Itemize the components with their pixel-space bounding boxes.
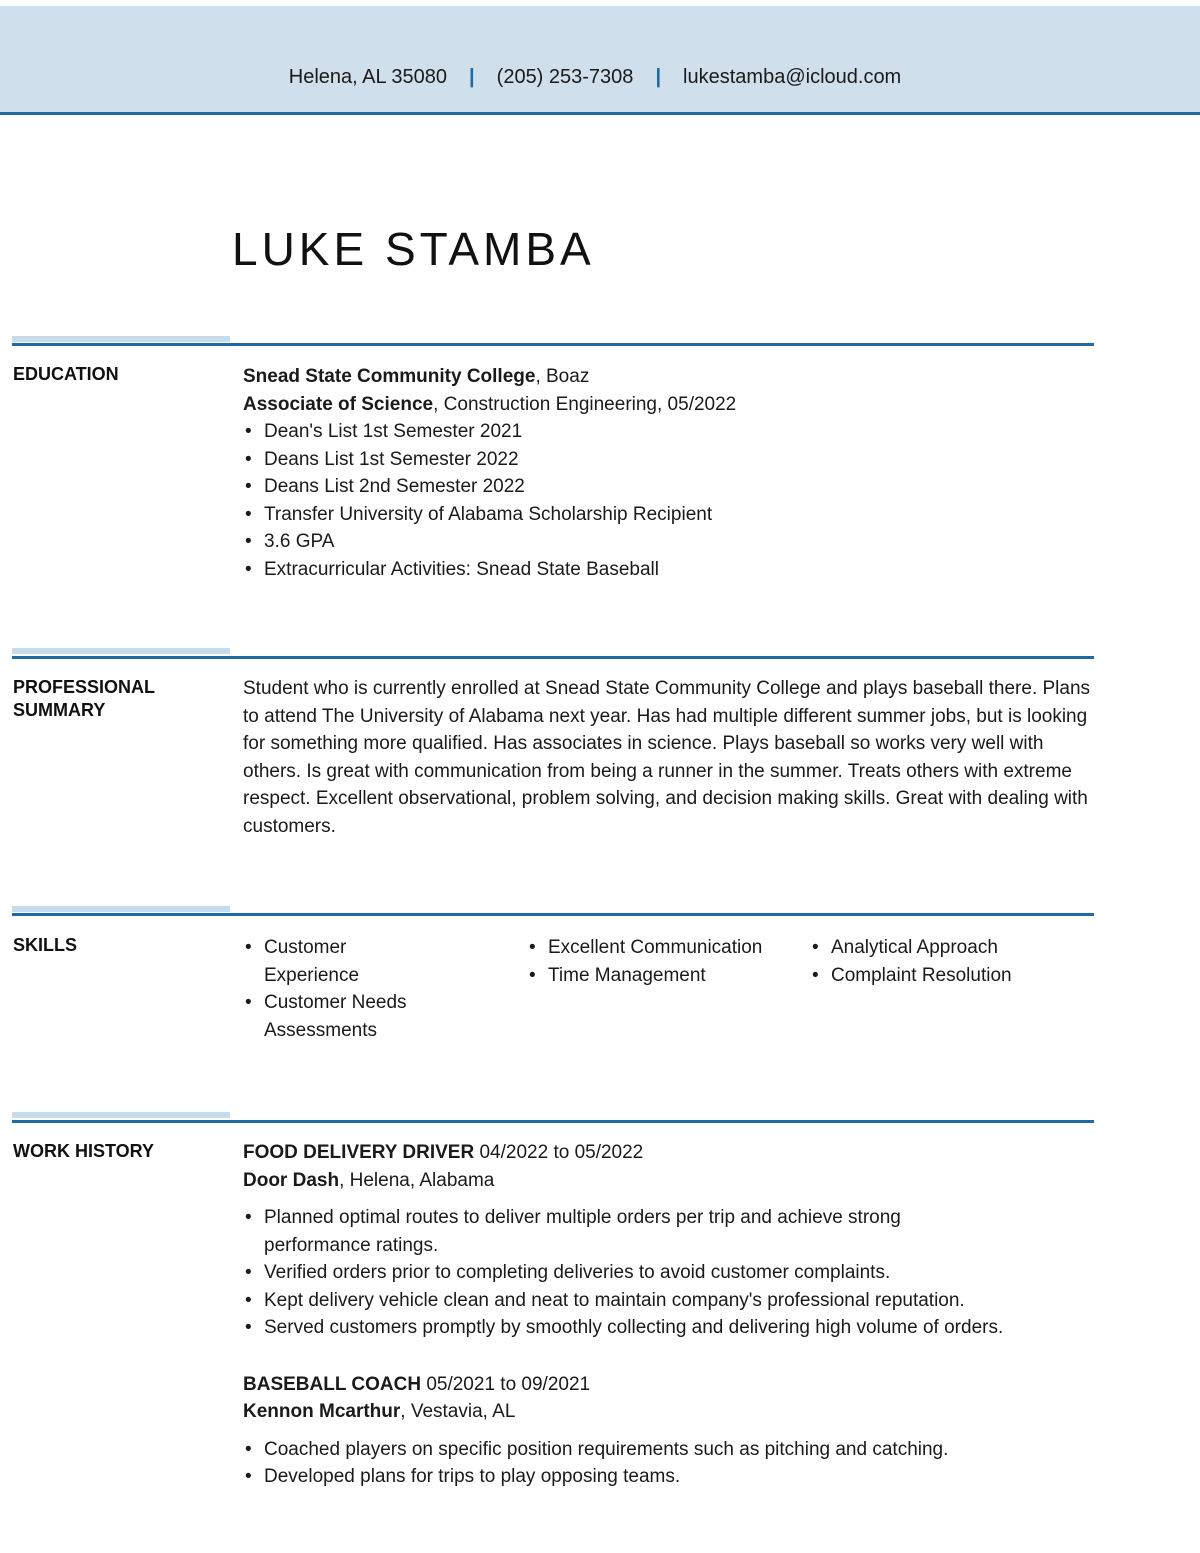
job-company: Kennon Mcarthur: [243, 1401, 401, 1422]
section-divider: [12, 913, 1094, 916]
skill-item: • Customer Experience: [243, 934, 443, 989]
section-divider: [12, 1120, 1094, 1123]
section-title: SKILLS: [13, 935, 78, 955]
skills-column: [243, 934, 443, 1044]
summary-text: Student who is currently enrolled at Snead State Community College and plays baseball there. Plans to attend The University of Alabama next year. Has had multiple different summer jobs, but is looking for something more qualified. Has associates in science. Plays baseball so works very well with others. Is great with communication from being a runner in the summer. Treats others with extreme respect. Excellent observational, problem solving, and decision making skills. Great with dealing with customers.: [243, 678, 1091, 837]
list-item: • Planned optimal routes to deliver multiple orders per trip and achieve strong performance ratings.: [243, 1204, 1004, 1259]
job-location: , Vestavia, AL: [400, 1401, 516, 1422]
contact-line: [0, 66, 1190, 89]
skills-columns: [243, 934, 1093, 1044]
list-item: • Served customers promptly by smoothly collecting and delivering high volume of orders.: [243, 1314, 1093, 1342]
school-name: Snead State Community College: [243, 366, 536, 387]
school-location: , Boaz: [535, 366, 590, 387]
section-title-line: SUMMARY: [13, 700, 106, 720]
candidate-name: LUKE STAMBA: [232, 223, 595, 275]
contact-phone: (205) 253-7308: [496, 66, 634, 88]
list-item: • Verified orders prior to completing deliveries to avoid customer complaints.: [243, 1259, 1093, 1287]
education-list: [243, 418, 1093, 583]
section-title: [13, 676, 213, 722]
list-item: • Coached players on specific position requirements such as pitching and catching.: [243, 1436, 1093, 1464]
section-accent: [12, 336, 230, 342]
list-item: • Deans List 1st Semester 2022: [243, 446, 1093, 474]
job-bullets: [243, 1204, 1093, 1342]
section-title: EDUCATION: [13, 364, 119, 384]
skills-column: [527, 934, 810, 1044]
skill-item: • Customer Needs Assessments: [243, 989, 443, 1044]
contact-location: Helena, AL 35080: [288, 66, 448, 88]
job-company: Door Dash: [243, 1169, 340, 1191]
degree-detail: , Construction Engineering, 05/2022: [433, 393, 737, 415]
education-body: [243, 363, 1093, 583]
degree-name: Associate of Science: [243, 393, 434, 415]
list-item: • Extracurricular Activities: Snead State Baseball: [243, 556, 1093, 584]
job-location: , Helena, Alabama: [339, 1169, 495, 1191]
job-dates: 05/2021 to 09/2021: [421, 1373, 591, 1395]
skill-item: • Analytical Approach: [810, 934, 1070, 962]
list-item: • Developed plans for trips to play opposing teams.: [243, 1463, 1093, 1491]
section-divider: [12, 656, 1094, 659]
list-item: • 3.6 GPA: [243, 528, 1093, 556]
section-accent: [12, 906, 230, 912]
job-entry: [243, 1371, 1093, 1491]
list-item: • Deans List 2nd Semester 2022: [243, 473, 1093, 501]
contact-email: lukestamba@icloud.com: [683, 66, 902, 88]
skill-item: • Complaint Resolution: [810, 962, 1070, 990]
contact-separator: |: [655, 66, 662, 88]
list-item: • Kept delivery vehicle clean and neat to maintain company's professional reputation.: [243, 1287, 1093, 1315]
skill-item: • Time Management: [527, 962, 810, 990]
section-title-line: PROFESSIONAL: [13, 677, 156, 697]
skill-item: • Excellent Communication: [527, 934, 810, 962]
job-role: BASEBALL COACH: [243, 1373, 422, 1395]
section-divider: [12, 343, 1094, 346]
job-dates: 04/2022 to 05/2022: [474, 1142, 644, 1163]
job-entry: [243, 1139, 1093, 1342]
list-item: • Transfer University of Alabama Scholarship Recipient: [243, 501, 1093, 529]
section-title: WORK HISTORY: [13, 1141, 155, 1161]
section-accent: [12, 1112, 230, 1118]
skills-column: [810, 934, 1070, 1044]
job-bullets: [243, 1436, 1093, 1491]
contact-header: [0, 6, 1200, 115]
section-accent: [12, 648, 230, 654]
contact-separator: |: [469, 66, 475, 88]
work-history-body: [243, 1139, 1093, 1491]
list-item: • Dean's List 1st Semester 2021: [243, 418, 1093, 446]
job-role: FOOD DELIVERY DRIVER: [243, 1142, 475, 1163]
